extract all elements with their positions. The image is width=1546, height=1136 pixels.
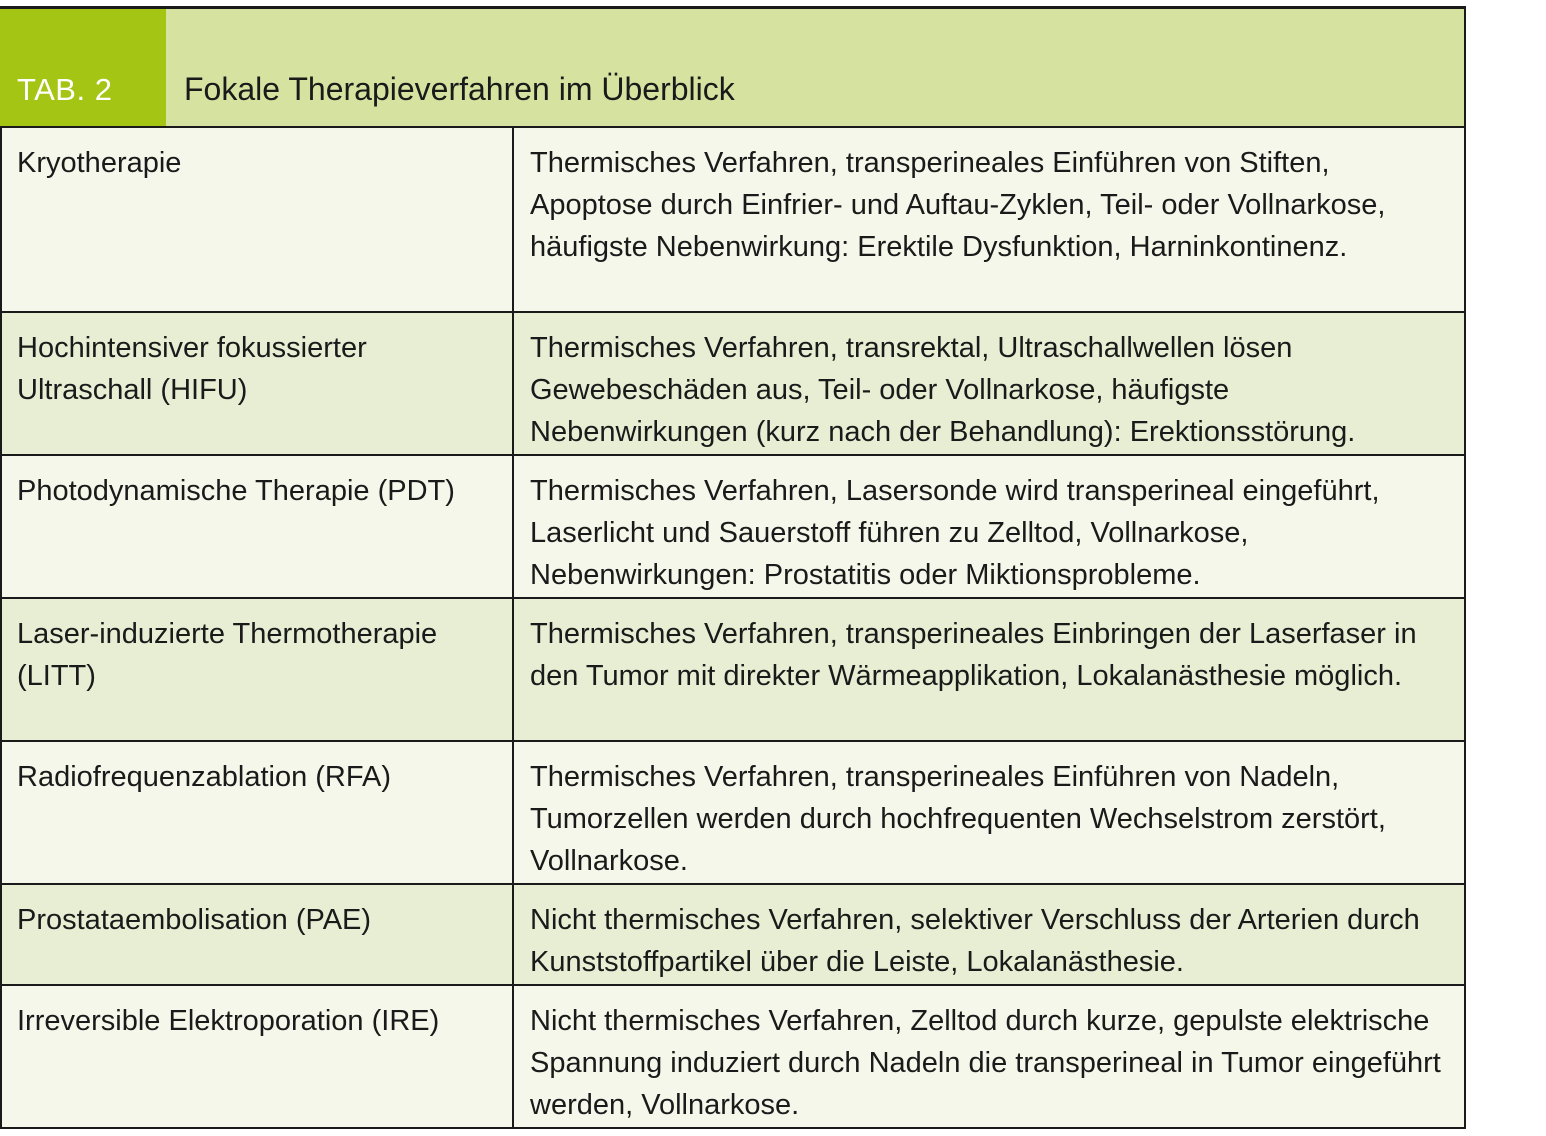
table-row <box>2 313 1464 456</box>
therapy-description: Nicht thermisches Verfahren, selektiver Verschluss der Arterien durch Kunststoffpartikel über die Leiste, Lokalanästhesie. <box>530 904 1420 978</box>
table-row <box>2 885 1464 986</box>
therapy-description: Thermisches Verfahren, Lasersonde wird transperineal eingeführt, Laserlicht und Sauerstoff führen zu Zelltod, Vollnarkose, Nebenwirkungen: Prostatitis oder Miktionsprobleme. <box>530 475 1380 591</box>
table-row <box>2 456 1464 599</box>
therapy-name: Photodynamische Therapie (PDT) <box>2 456 514 597</box>
therapy-table <box>0 6 1466 1129</box>
therapy-name: Kryotherapie <box>2 128 514 311</box>
table-number-label: TAB. 2 <box>0 9 166 126</box>
table-row <box>2 599 1464 742</box>
therapy-description: Thermisches Verfahren, transperineales Einführen von Nadeln, Tumorzellen werden durch hochfrequenten Wechselstrom zerstört, Vollnarkose. <box>530 761 1386 877</box>
therapy-name: Laser-induzierte Thermotherapie (LITT) <box>2 599 514 740</box>
therapy-name: Hochintensiver fokussierter Ultraschall (HIFU) <box>2 313 514 454</box>
therapy-description: Thermisches Verfahren, transperineales Einbringen der Laserfaser in den Tumor mit direkter Wärmeapplikation, Lokalanästhesie möglich. <box>530 618 1417 692</box>
therapy-description: Thermisches Verfahren, transperineales Einführen von Stiften, Apoptose durch Einfrier- und Auftau-Zyklen, Teil- oder Vollnarkose, häufigste Nebenwirkung: Erektile Dysfunktion, Harninkontinenz. <box>530 147 1386 263</box>
table-title: Fokale Therapieverfahren im Überblick <box>184 71 735 107</box>
table-row <box>2 742 1464 885</box>
therapy-description: Thermisches Verfahren, transrektal, Ultraschallwellen lösen Gewebeschäden aus, Teil- oder Vollnarkose, häufigste Nebenwirkungen (kurz nach der Behandlung): Erektionsstörung. <box>530 332 1356 448</box>
table-row <box>2 986 1464 1129</box>
table-header <box>0 9 1464 128</box>
therapy-name: Prostataembolisation (PAE) <box>2 885 514 984</box>
therapy-name: Radiofrequenzablation (RFA) <box>2 742 514 883</box>
therapy-description: Nicht thermisches Verfahren, Zelltod durch kurze, gepulste elektrische Spannung induziert durch Nadeln die transperineal in Tumor eingeführt werden, Vollnarkose. <box>530 1005 1441 1121</box>
table-row <box>2 128 1464 313</box>
table-body <box>0 128 1464 1129</box>
therapy-name: Irreversible Elektroporation (IRE) <box>2 986 514 1127</box>
